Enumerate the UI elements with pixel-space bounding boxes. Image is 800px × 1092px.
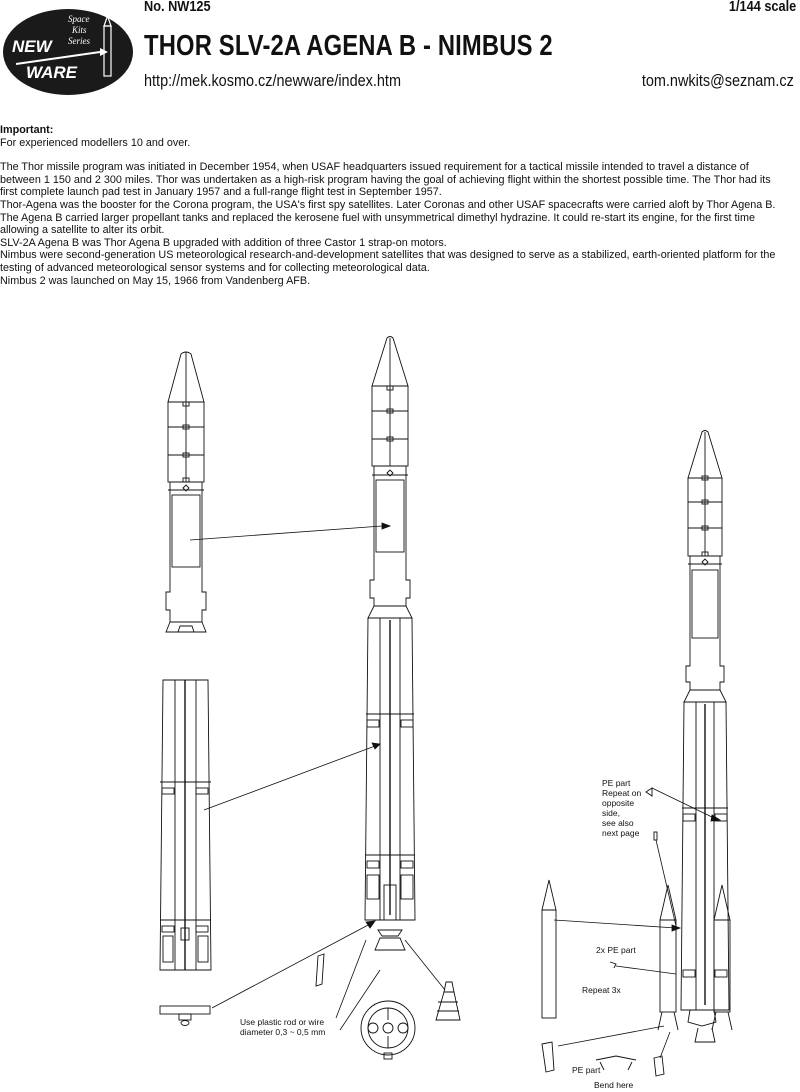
page-title: THOR SLV-2A AGENA B - NIMBUS 2 bbox=[144, 30, 553, 62]
kit-number: No. NW125 bbox=[144, 0, 211, 15]
thor-core-tank bbox=[160, 680, 211, 970]
bend-here-note: Bend here bbox=[594, 1080, 634, 1090]
logo-sub-line3: Series bbox=[68, 36, 90, 46]
new-ware-logo bbox=[2, 8, 134, 96]
kit-scale: 1/144 scale bbox=[728, 0, 796, 15]
paragraph-slv-2a: SLV-2A Agena B was Thor Agena B upgraded with addition of three Castor 1 strap-on motors. bbox=[0, 236, 447, 249]
important-text: For experienced modellers 10 and over. bbox=[0, 136, 191, 149]
repeat-3x-note: Repeat 3x bbox=[582, 985, 621, 995]
logo-brand-line1: NEW bbox=[12, 37, 52, 56]
assembly-diagram bbox=[0, 330, 800, 1092]
pe-repeat-note-line3: opposite bbox=[602, 798, 635, 808]
rod-note-line1: Use plastic rod or wire bbox=[240, 1017, 325, 1027]
logo-sub-line2: Kits bbox=[72, 25, 87, 35]
pe-repeat-note-line2: Repeat on bbox=[602, 788, 642, 798]
intro-text bbox=[0, 124, 790, 287]
paragraph-thor-agena: Thor-Agena was the booster for the Corona program, the USA's first spy satellites. Later Coronas and other USAF spacecrafts were carried aloft by Thor Agena B. The Agena B carried larger propellant tanks and replaced the kerosene fuel with unsymmetrical dimethyl hydrazine. It could re-start its engine, for the first time allowing a satellite to alter its orbit. bbox=[0, 198, 776, 237]
paragraph-nimbus-2-launch: Nimbus 2 was launched on May 15, 1966 from Vandenberg AFB. bbox=[0, 274, 311, 287]
pe-repeat-note-line5: see also bbox=[602, 818, 634, 828]
rod-note-line2: diameter 0,3 ~ 0,5 mm bbox=[240, 1027, 326, 1037]
engine-bell-detail bbox=[436, 982, 460, 1020]
assembled-rocket-middle bbox=[365, 337, 415, 951]
pe-repeat-note-line1: PE part bbox=[602, 778, 631, 788]
pe-repeat-note-line4: side, bbox=[602, 808, 620, 818]
important-heading: Important: bbox=[0, 124, 54, 136]
pe-2x-note: 2x PE part bbox=[596, 945, 636, 955]
website-url: http://mek.kosmo.cz/newware/index.htm bbox=[144, 71, 401, 90]
separate-booster bbox=[542, 880, 556, 1018]
paragraph-nimbus: Nimbus were second-generation US meteorological research-and-development satellites that was designed to serve as a stabilized, earth-oriented platform for the testing of advanced meteorological sensor systems and for collecting meteorological data. bbox=[0, 249, 776, 274]
base-plate-view bbox=[361, 1001, 415, 1059]
logo-brand-line2: WARE bbox=[26, 63, 77, 82]
pe-bottom-note: PE part bbox=[572, 1065, 601, 1075]
pe-repeat-note-line6: next page bbox=[602, 828, 640, 838]
logo-sub-line1: Space bbox=[68, 14, 90, 24]
contact-email: tom.nwkits@seznam.cz bbox=[642, 71, 794, 90]
paragraph-thor-program: The Thor missile program was initiated in December 1954, when USAF headquarters issued requirement for a tactical missile intended to travel a distance of between 1 150 and 2 300 miles. Thor was undertaken as a high-risk program having the goal of achieving flight within the shortest possible time. The Thor had its first complete launch pad test in January 1957 and a full-range flight test in September 1957. bbox=[0, 161, 771, 199]
assembled-rocket-right bbox=[658, 431, 732, 1043]
agena-upper-stage bbox=[166, 352, 206, 632]
